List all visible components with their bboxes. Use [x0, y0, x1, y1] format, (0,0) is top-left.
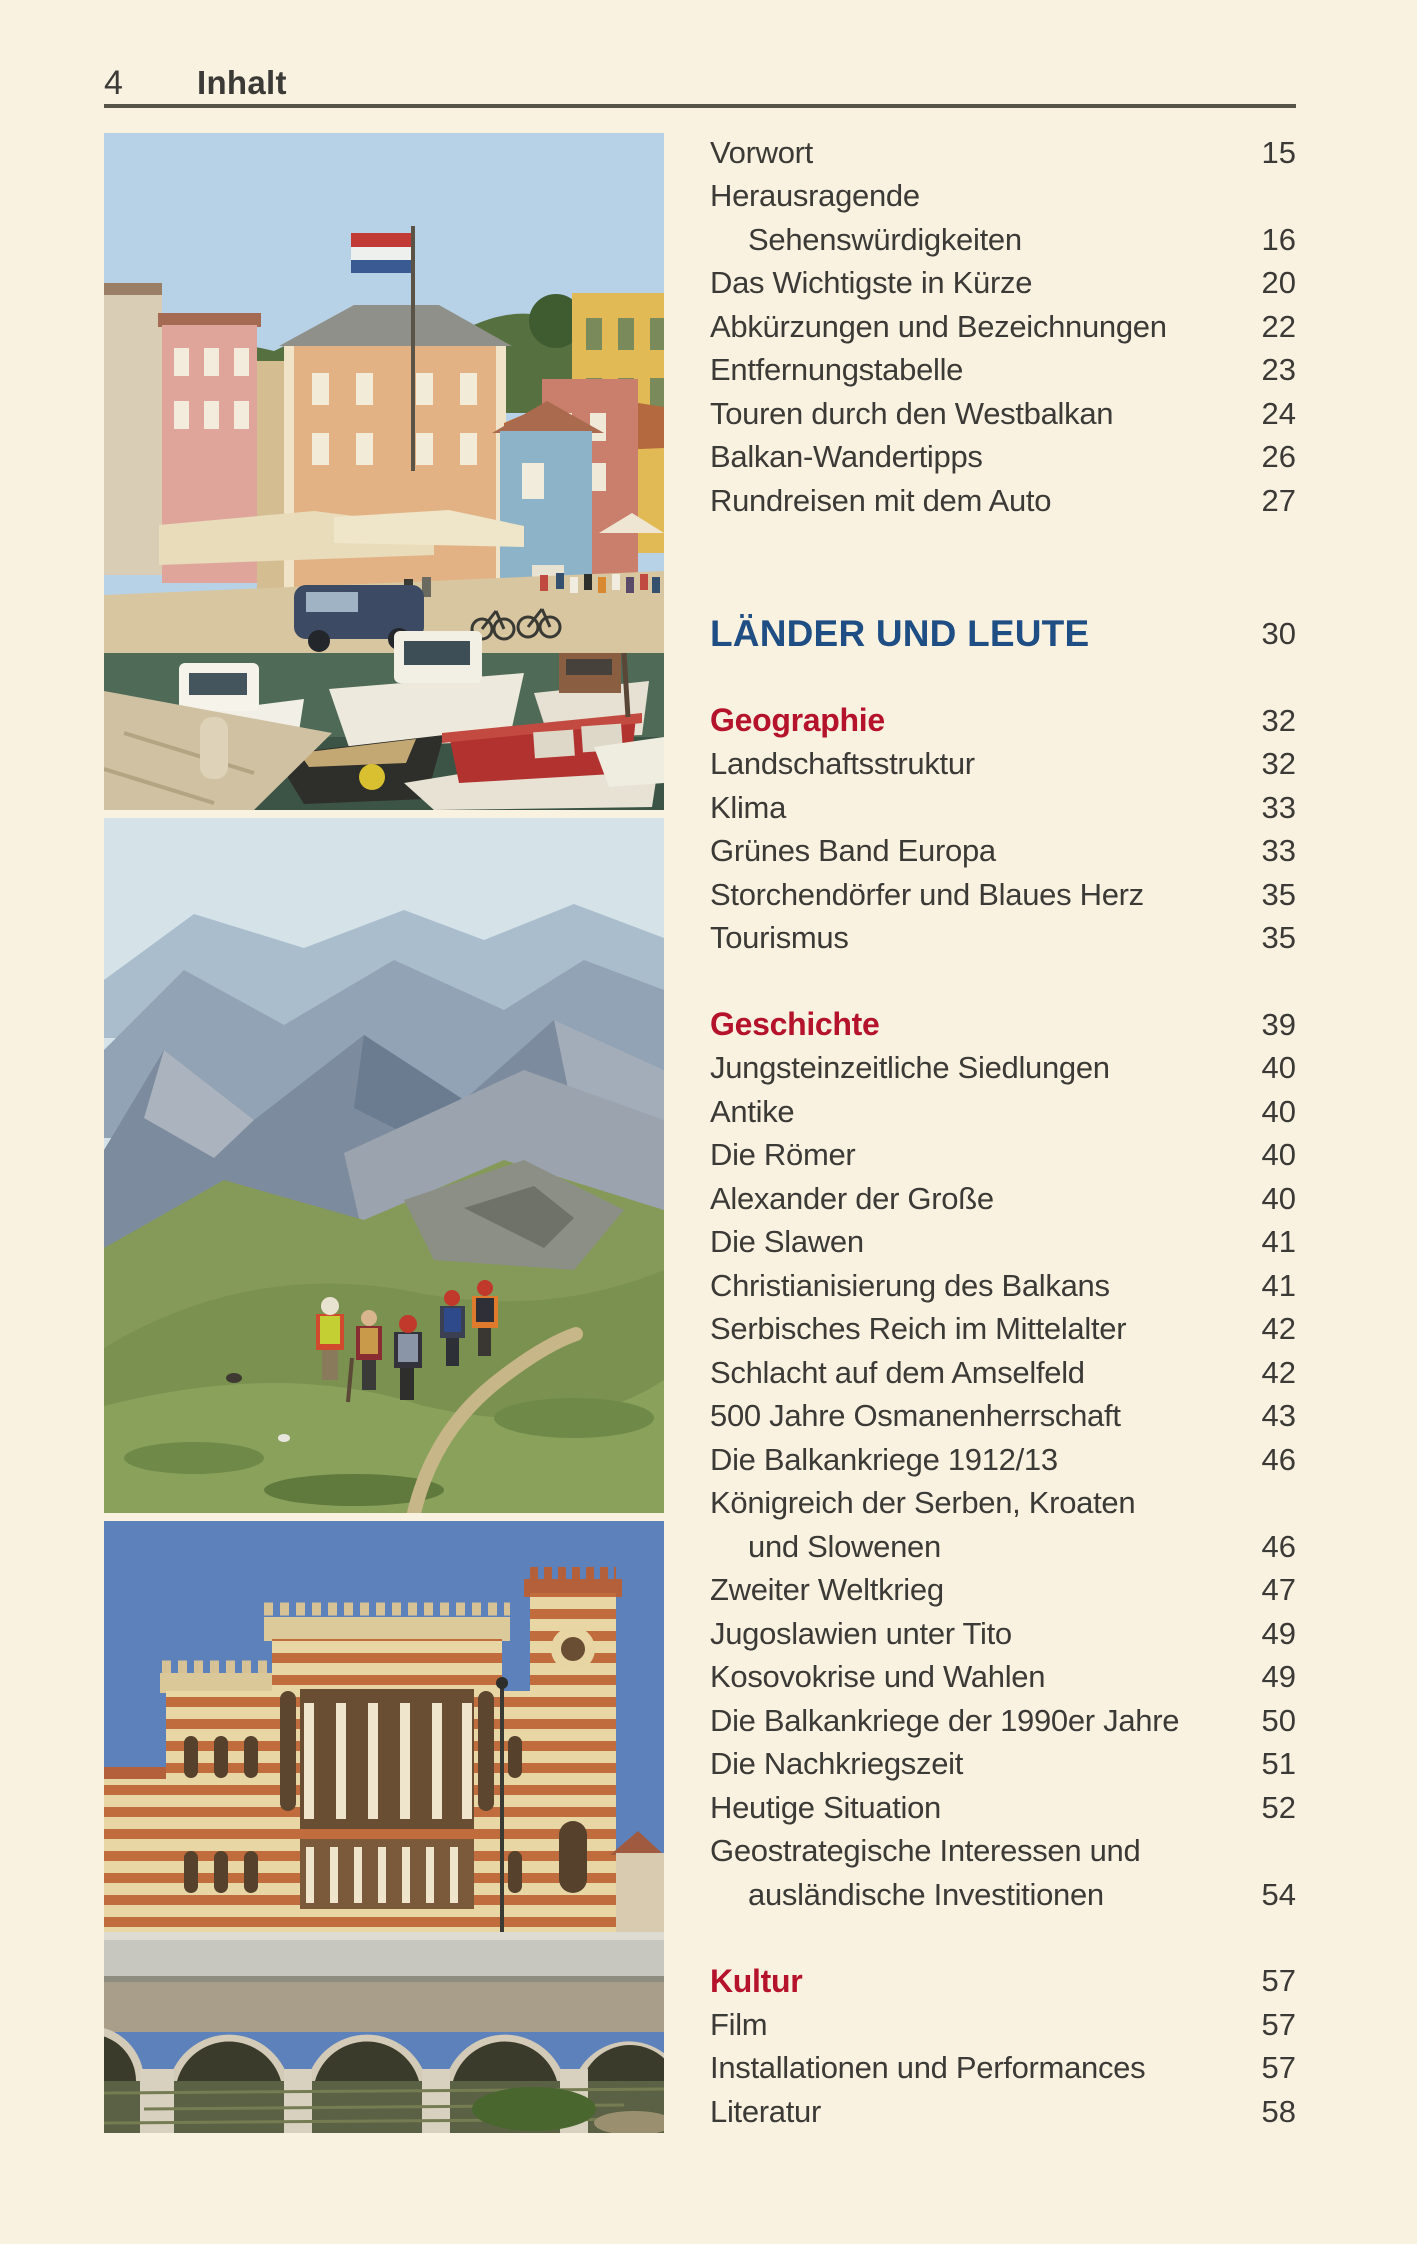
toc-entry [710, 175, 1296, 219]
toc-entry-page-number: 22 [1261, 308, 1296, 344]
toc-entry [710, 2003, 1296, 2047]
toc-entry [710, 1656, 1296, 1700]
toc-entry [710, 1569, 1296, 1613]
toc-entry-page-number: 57 [1261, 1963, 1296, 1999]
toc-entry-label: Jungsteinzeitliche Siedlungen [710, 1050, 1110, 1086]
toc-entry-label: ausländische Investitionen [748, 1876, 1104, 1912]
toc-entry-label: Rundreisen mit dem Auto [710, 482, 1052, 518]
toc-entry-label: Installationen und Performances [710, 2050, 1146, 2086]
toc-entry-label: Literatur [710, 2093, 822, 2129]
toc-entry [710, 1743, 1296, 1787]
toc-entry-label: Geographie [710, 702, 885, 739]
toc-heading-chapter [710, 1960, 1296, 2004]
toc-entry [710, 1612, 1296, 1656]
toc-entry-label: Zweiter Weltkrieg [710, 1572, 944, 1608]
toc-entry [710, 1525, 1296, 1569]
toc-entry-label: Christianisierung des Balkans [710, 1267, 1110, 1303]
toc-entry [710, 873, 1296, 917]
toc-entry-page-number: 46 [1261, 1528, 1296, 1564]
toc-entry-page-number: 33 [1261, 833, 1296, 869]
toc-entry-label: Königreich der Serben, Kroaten [710, 1485, 1136, 1521]
toc-entry-page-number: 58 [1261, 2093, 1296, 2129]
photo-column [104, 133, 664, 2133]
toc-entry [710, 1830, 1296, 1874]
toc-entry-page-number: 50 [1261, 1702, 1296, 1738]
toc-entry [710, 479, 1296, 523]
page-number: 4 [104, 64, 123, 102]
toc-entry-label: Touren durch den Westbalkan [710, 395, 1114, 431]
toc [710, 131, 1296, 2134]
toc-entry-page-number: 39 [1261, 1006, 1296, 1042]
toc-group [710, 1960, 1296, 2134]
toc-entry-page-number: 16 [1261, 221, 1296, 257]
toc-entry [710, 786, 1296, 830]
toc-entry [710, 131, 1296, 175]
photo-harbor-town [104, 133, 664, 810]
toc-entry-page-number: 42 [1261, 1311, 1296, 1347]
toc-entry-page-number: 35 [1261, 876, 1296, 912]
toc-entry-page-number: 46 [1261, 1441, 1296, 1477]
toc-entry [710, 1134, 1296, 1178]
toc-entry [710, 1177, 1296, 1221]
toc-entry-label: Antike [710, 1093, 795, 1129]
toc-entry [710, 830, 1296, 874]
toc-entry [710, 2047, 1296, 2091]
toc-entry [710, 1264, 1296, 1308]
toc-entry-label: Sehenswürdigkeiten [748, 221, 1022, 257]
toc-entry-label: und Slowenen [748, 1528, 941, 1564]
toc-entry [710, 1221, 1296, 1265]
toc-entry [710, 392, 1296, 436]
toc-entry-label: Grünes Band Europa [710, 833, 996, 869]
toc-entry [710, 1047, 1296, 1091]
toc-entry [710, 1308, 1296, 1352]
toc-group [710, 131, 1296, 523]
toc-entry [710, 1438, 1296, 1482]
toc-entry-label: 500 Jahre Osmanenherrschaft [710, 1398, 1121, 1434]
photo-sarajevo-city-hall [104, 1521, 664, 2133]
toc-entry-label: Kosovokrise und Wahlen [710, 1659, 1046, 1695]
toc-entry-label: Die Balkankriege der 1990er Jahre [710, 1702, 1180, 1738]
header-rule [104, 104, 1296, 108]
toc-entry [710, 917, 1296, 961]
toc-entry-label: LÄNDER UND LEUTE [710, 613, 1090, 655]
toc-entry-label: Die Nachkriegszeit [710, 1746, 964, 1782]
toc-entry-label: Herausragende [710, 178, 920, 214]
toc-entry-label: Heutige Situation [710, 1789, 942, 1825]
toc-entry [710, 2090, 1296, 2134]
toc-entry-page-number: 47 [1261, 1572, 1296, 1608]
toc-entry-page-number: 41 [1261, 1224, 1296, 1260]
toc-entry-page-number: 57 [1261, 2006, 1296, 2042]
toc-entry-label: Geschichte [710, 1006, 880, 1043]
toc-entry [710, 1482, 1296, 1526]
toc-entry-page-number: 30 [1261, 616, 1296, 652]
toc-entry [710, 1351, 1296, 1395]
toc-heading-part [710, 613, 1296, 657]
toc-entry-label: Alexander der Große [710, 1180, 994, 1216]
toc-entry-label: Entfernungstabelle [710, 352, 964, 388]
toc-entry [710, 262, 1296, 306]
toc-entry-page-number: 43 [1261, 1398, 1296, 1434]
toc-heading-chapter [710, 699, 1296, 743]
toc-entry [710, 1873, 1296, 1917]
toc-entry-label: Das Wichtigste in Kürze [710, 265, 1033, 301]
toc-group [710, 1003, 1296, 1917]
toc-entry-page-number: 26 [1261, 439, 1296, 475]
toc-entry-label: Vorwort [710, 134, 813, 170]
toc-entry-page-number: 57 [1261, 2050, 1296, 2086]
toc-entry-page-number: 49 [1261, 1659, 1296, 1695]
photo-mountain-hikers [104, 818, 664, 1513]
toc-entry-page-number: 51 [1261, 1746, 1296, 1782]
toc-entry-page-number: 24 [1261, 395, 1296, 431]
toc-entry-label: Die Römer [710, 1137, 856, 1173]
toc-entry-label: Balkan-Wandertipps [710, 439, 983, 475]
toc-entry-page-number: 32 [1261, 746, 1296, 782]
toc-entry-label: Abkürzungen und Bezeichnungen [710, 308, 1167, 344]
toc-entry [710, 349, 1296, 393]
toc-entry-page-number: 54 [1261, 1876, 1296, 1912]
toc-heading-chapter [710, 1003, 1296, 1047]
toc-entry-page-number: 52 [1261, 1789, 1296, 1825]
toc-entry-page-number: 15 [1261, 134, 1296, 170]
toc-entry-label: Tourismus [710, 920, 849, 956]
toc-entry-page-number: 41 [1261, 1267, 1296, 1303]
toc-entry-page-number: 42 [1261, 1354, 1296, 1390]
toc-entry-page-number: 40 [1261, 1180, 1296, 1216]
toc-entry [710, 1699, 1296, 1743]
page-title: Inhalt [197, 64, 287, 101]
toc-entry-label: Landschaftsstruktur [710, 746, 975, 782]
toc-entry [710, 1395, 1296, 1439]
toc-entry-page-number: 33 [1261, 789, 1296, 825]
toc-entry-label: Film [710, 2006, 768, 2042]
toc-entry-page-number: 40 [1261, 1050, 1296, 1086]
toc-entry-label: Storchendörfer und Blaues Herz [710, 876, 1144, 912]
toc-entry-page-number: 32 [1261, 702, 1296, 738]
toc-entry-label: Geostrategische Interessen und [710, 1833, 1141, 1869]
toc-entry [710, 305, 1296, 349]
toc-entry-label: Die Slawen [710, 1224, 864, 1260]
toc-group [710, 699, 1296, 960]
toc-entry-label: Kultur [710, 1962, 803, 1999]
toc-entry-page-number: 40 [1261, 1137, 1296, 1173]
toc-entry-label: Die Balkankriege 1912/13 [710, 1441, 1058, 1477]
toc-entry [710, 218, 1296, 262]
toc-entry [710, 436, 1296, 480]
toc-entry [710, 1786, 1296, 1830]
toc-entry-label: Serbisches Reich im Mittelalter [710, 1311, 1127, 1347]
toc-entry-page-number: 20 [1261, 265, 1296, 301]
toc-entry-label: Jugoslawien unter Tito [710, 1615, 1012, 1651]
toc-entry [710, 1090, 1296, 1134]
toc-entry [710, 743, 1296, 787]
toc-entry-label: Schlacht auf dem Amselfeld [710, 1354, 1085, 1390]
toc-entry-label: Klima [710, 789, 787, 825]
toc-entry-page-number: 27 [1261, 482, 1296, 518]
toc-entry-page-number: 23 [1261, 352, 1296, 388]
toc-entry-page-number: 40 [1261, 1093, 1296, 1129]
toc-entry-page-number: 49 [1261, 1615, 1296, 1651]
toc-entry-page-number: 35 [1261, 920, 1296, 956]
toc-group [710, 613, 1296, 657]
